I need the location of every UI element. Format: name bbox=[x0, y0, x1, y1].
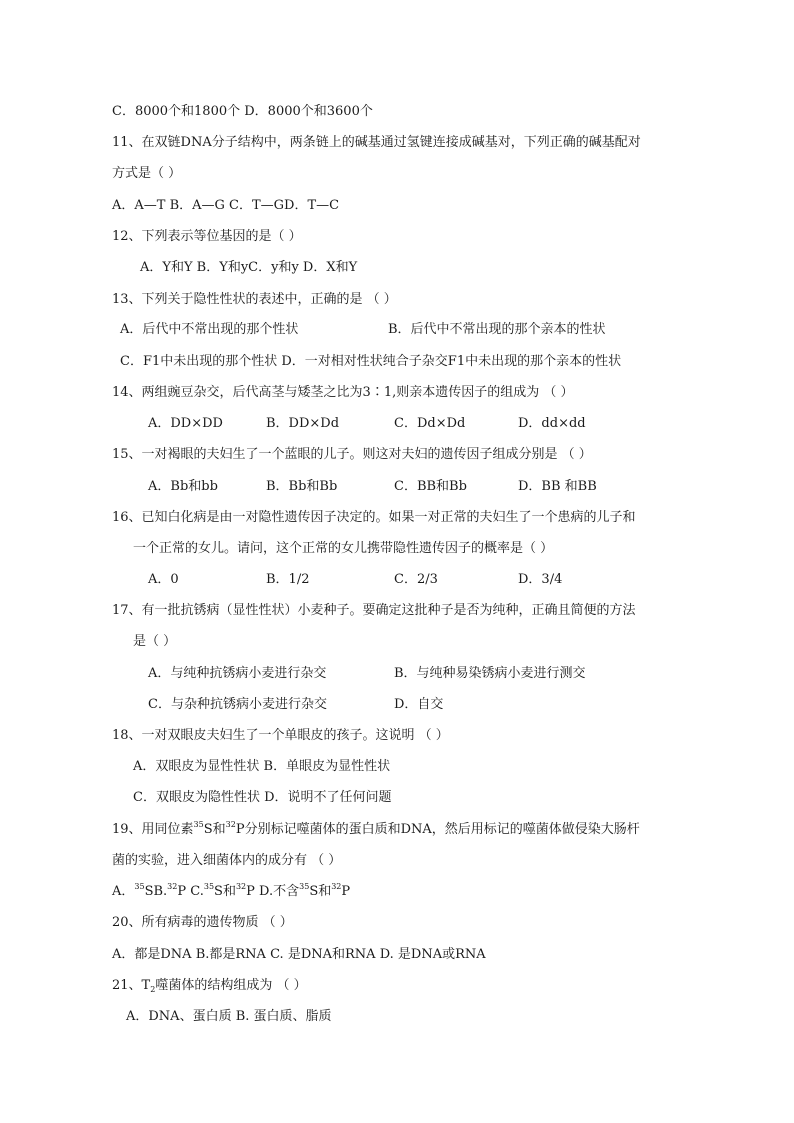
q17-stem-line2: 是（ ） bbox=[133, 634, 177, 649]
q16-stem-line1: 16、已知白化病是由一对隐性遗传因子决定的。如果一对正常的夫妇生了一个患病的儿子和 bbox=[112, 510, 636, 525]
q20-stem: 20、所有病毒的遗传物质 （ ） bbox=[112, 915, 293, 930]
q17-option-c: C．与杂种抗锈病小麦进行杂交 bbox=[148, 697, 327, 712]
q15-stem: 15、一对褐眼的夫妇生了一个蓝眼的儿子。则这对夫妇的遗传因子组成分别是 （ ） bbox=[112, 447, 592, 462]
q14-option-a: A．DD×DD bbox=[148, 416, 223, 431]
q12-options: A．Y和Y B．Y和yC．y和y D．X和Y bbox=[140, 260, 358, 275]
q16-stem-line2: 一个正常的女儿。请问，这个正常的女儿携带隐性遗传因子的概率是（ ） bbox=[133, 541, 554, 556]
q19-stem-line1: 19、用同位素$^{35}$S和$^{32}$P分别标记噬菌体的蛋白质和DNA，然后用标记的噬菌体做侵染大肠杆 bbox=[112, 820, 640, 837]
q14-option-d: D．dd×dd bbox=[518, 416, 586, 431]
q15-option-d: D．BB 和BB bbox=[518, 479, 597, 494]
q14-option-c: C．Dd×Dd bbox=[394, 416, 466, 431]
q21-options: A．DNA、蛋白质 B. 蛋白质、脂质 bbox=[126, 1009, 332, 1024]
q17-option-b: B．与纯种易染锈病小麦进行测交 bbox=[394, 666, 586, 681]
q20-options: A．都是DNA B.都是RNA C. 是DNA和RNA D. 是DNA或RNA bbox=[112, 947, 486, 962]
q12-stem: 12、下列表示等位基因的是（ ） bbox=[112, 229, 302, 244]
q11-stem-line1: 11、在双链DNA分子结构中，两条链上的碱基通过氢键连接成碱基对，下列正确的碱基配对 bbox=[112, 135, 641, 150]
q15-option-c: C．BB和Bb bbox=[394, 479, 467, 494]
q11-stem-line2: 方式是（ ） bbox=[112, 166, 182, 181]
q19-options: A．$^{35}$SB.$^{32}$P C.$^{35}$S和$^{32}$P D.不含$^{35}$S和$^{32}$P bbox=[112, 882, 351, 899]
q17-option-d: D．自交 bbox=[394, 697, 444, 712]
q21-stem: 21、$T_2$噬菌体的结构组成为 （ ） bbox=[112, 978, 307, 994]
q17-stem-line1: 17、有一批抗锈病（显性性状）小麦种子。要确定这批种子是否为纯种，正确且简便的方法 bbox=[112, 603, 636, 618]
q18-options-cd: C．双眼皮为隐性性状 D．说明不了任何问题 bbox=[133, 790, 392, 805]
q18-stem: 18、一对双眼皮夫妇生了一个单眼皮的孩子。这说明 （ ） bbox=[112, 728, 449, 743]
q11-options: A．A—T B．A—G C．T—GD．T—C bbox=[112, 198, 340, 213]
q14-stem: 14、两组豌豆杂交，后代高茎与矮茎之比为3∶1,则亲本遗传因子的组成为 （ ） bbox=[112, 385, 574, 400]
q16-option-b: B．1/2 bbox=[266, 572, 310, 587]
q17-option-a: A．与纯种抗锈病小麦进行杂交 bbox=[148, 666, 327, 681]
q18-options-ab: A．双眼皮为显性性状 B．单眼皮为显性性状 bbox=[133, 759, 391, 774]
q13-option-b: B．后代中不常出现的那个亲本的性状 bbox=[388, 322, 606, 337]
q16-option-c: C．2/3 bbox=[394, 572, 438, 587]
q13-options-cd: C．F1中未出现的那个性状 D．一对相对性状纯合子杂交F1中未出现的那个亲本的性状 bbox=[120, 354, 622, 369]
q14-option-b: B．DD×Dd bbox=[266, 416, 340, 431]
q13-option-a: A．后代中不常出现的那个性状 bbox=[120, 322, 299, 337]
q10-options-cd: C．8000个和1800个 D．8000个和3600个 bbox=[112, 104, 373, 119]
q16-option-d: D．3/4 bbox=[518, 572, 563, 587]
q16-option-a: A．0 bbox=[148, 572, 179, 587]
q19-stem-line2: 菌的实验，进入细菌体内的成分有 （ ） bbox=[112, 853, 342, 868]
q15-option-b: B．Bb和Bb bbox=[266, 479, 338, 494]
q15-option-a: A．Bb和bb bbox=[148, 479, 218, 494]
q13-stem: 13、下列关于隐性性状的表述中，正确的是 （ ） bbox=[112, 292, 397, 307]
